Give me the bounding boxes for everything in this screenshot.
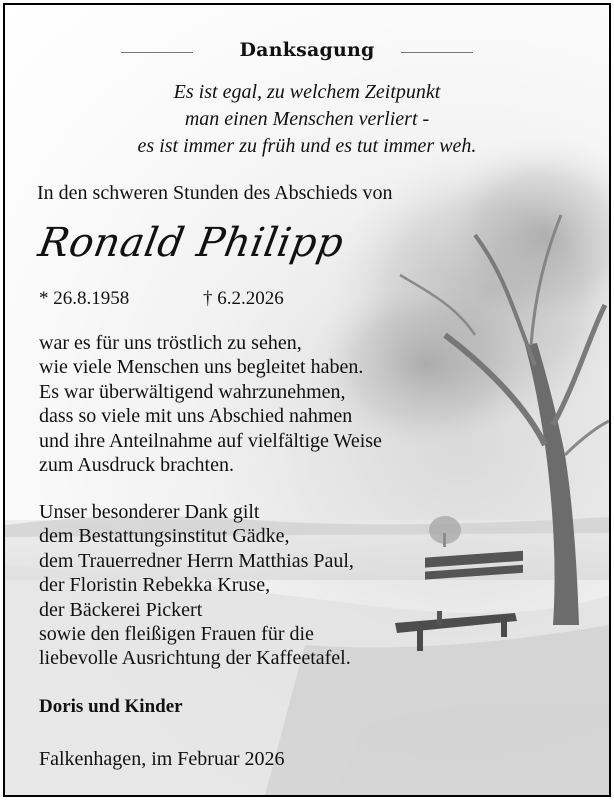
birth-date: * 26.8.1958 [39, 288, 130, 309]
thanks-paragraph-1 [39, 331, 382, 477]
text-line: und ihre Anteilnahme auf vielfältige Weise [39, 429, 382, 452]
text-line: zum Ausdruck brachten. [39, 454, 234, 477]
text-line: sowie den fleißigen Frauen für die [39, 623, 314, 646]
quote-line: man einen Menschen verliert - [184, 108, 430, 130]
text-line: liebevolle Ausrichtung der Kaffeetafel. [39, 647, 351, 670]
quote-block [5, 79, 609, 160]
quote-line: es ist immer zu früh und es tut immer weh. [137, 135, 477, 157]
place-and-date: Falkenhagen, im Februar 2026 [39, 748, 285, 770]
heading-title: Danksagung [239, 39, 375, 61]
text-line: der Floristin Rebekka Kruse, [39, 574, 271, 597]
text-line: dass so viele mit uns Abschied nahmen [39, 405, 353, 428]
thanks-paragraph-2 [39, 500, 354, 671]
death-date: † 6.2.2026 [203, 288, 284, 309]
text-line: dem Trauerredner Herrn Matthias Paul, [39, 549, 354, 572]
intro-text: In den schweren Stunden des Abschieds von [37, 182, 393, 204]
text-line: wie viele Menschen uns begleitet haben. [39, 356, 364, 379]
signature: Doris und Kinder [39, 696, 183, 717]
text-line: Unser besonderer Dank gilt [39, 501, 260, 523]
text-line: dem Bestattungsinstitut Gädke, [39, 525, 290, 548]
obituary-card [3, 3, 611, 797]
heading-row [5, 39, 609, 61]
text-line: war es für uns tröstlich zu sehen, [39, 332, 302, 354]
deceased-name: Ronald Philipp [34, 220, 348, 266]
text-line: Es war überwältigend wahrzunehmen, [39, 380, 346, 403]
text-line: der Bäckerei Pickert [39, 598, 203, 621]
quote-line: Es ist egal, zu welchem Zeitpunkt [173, 81, 441, 103]
